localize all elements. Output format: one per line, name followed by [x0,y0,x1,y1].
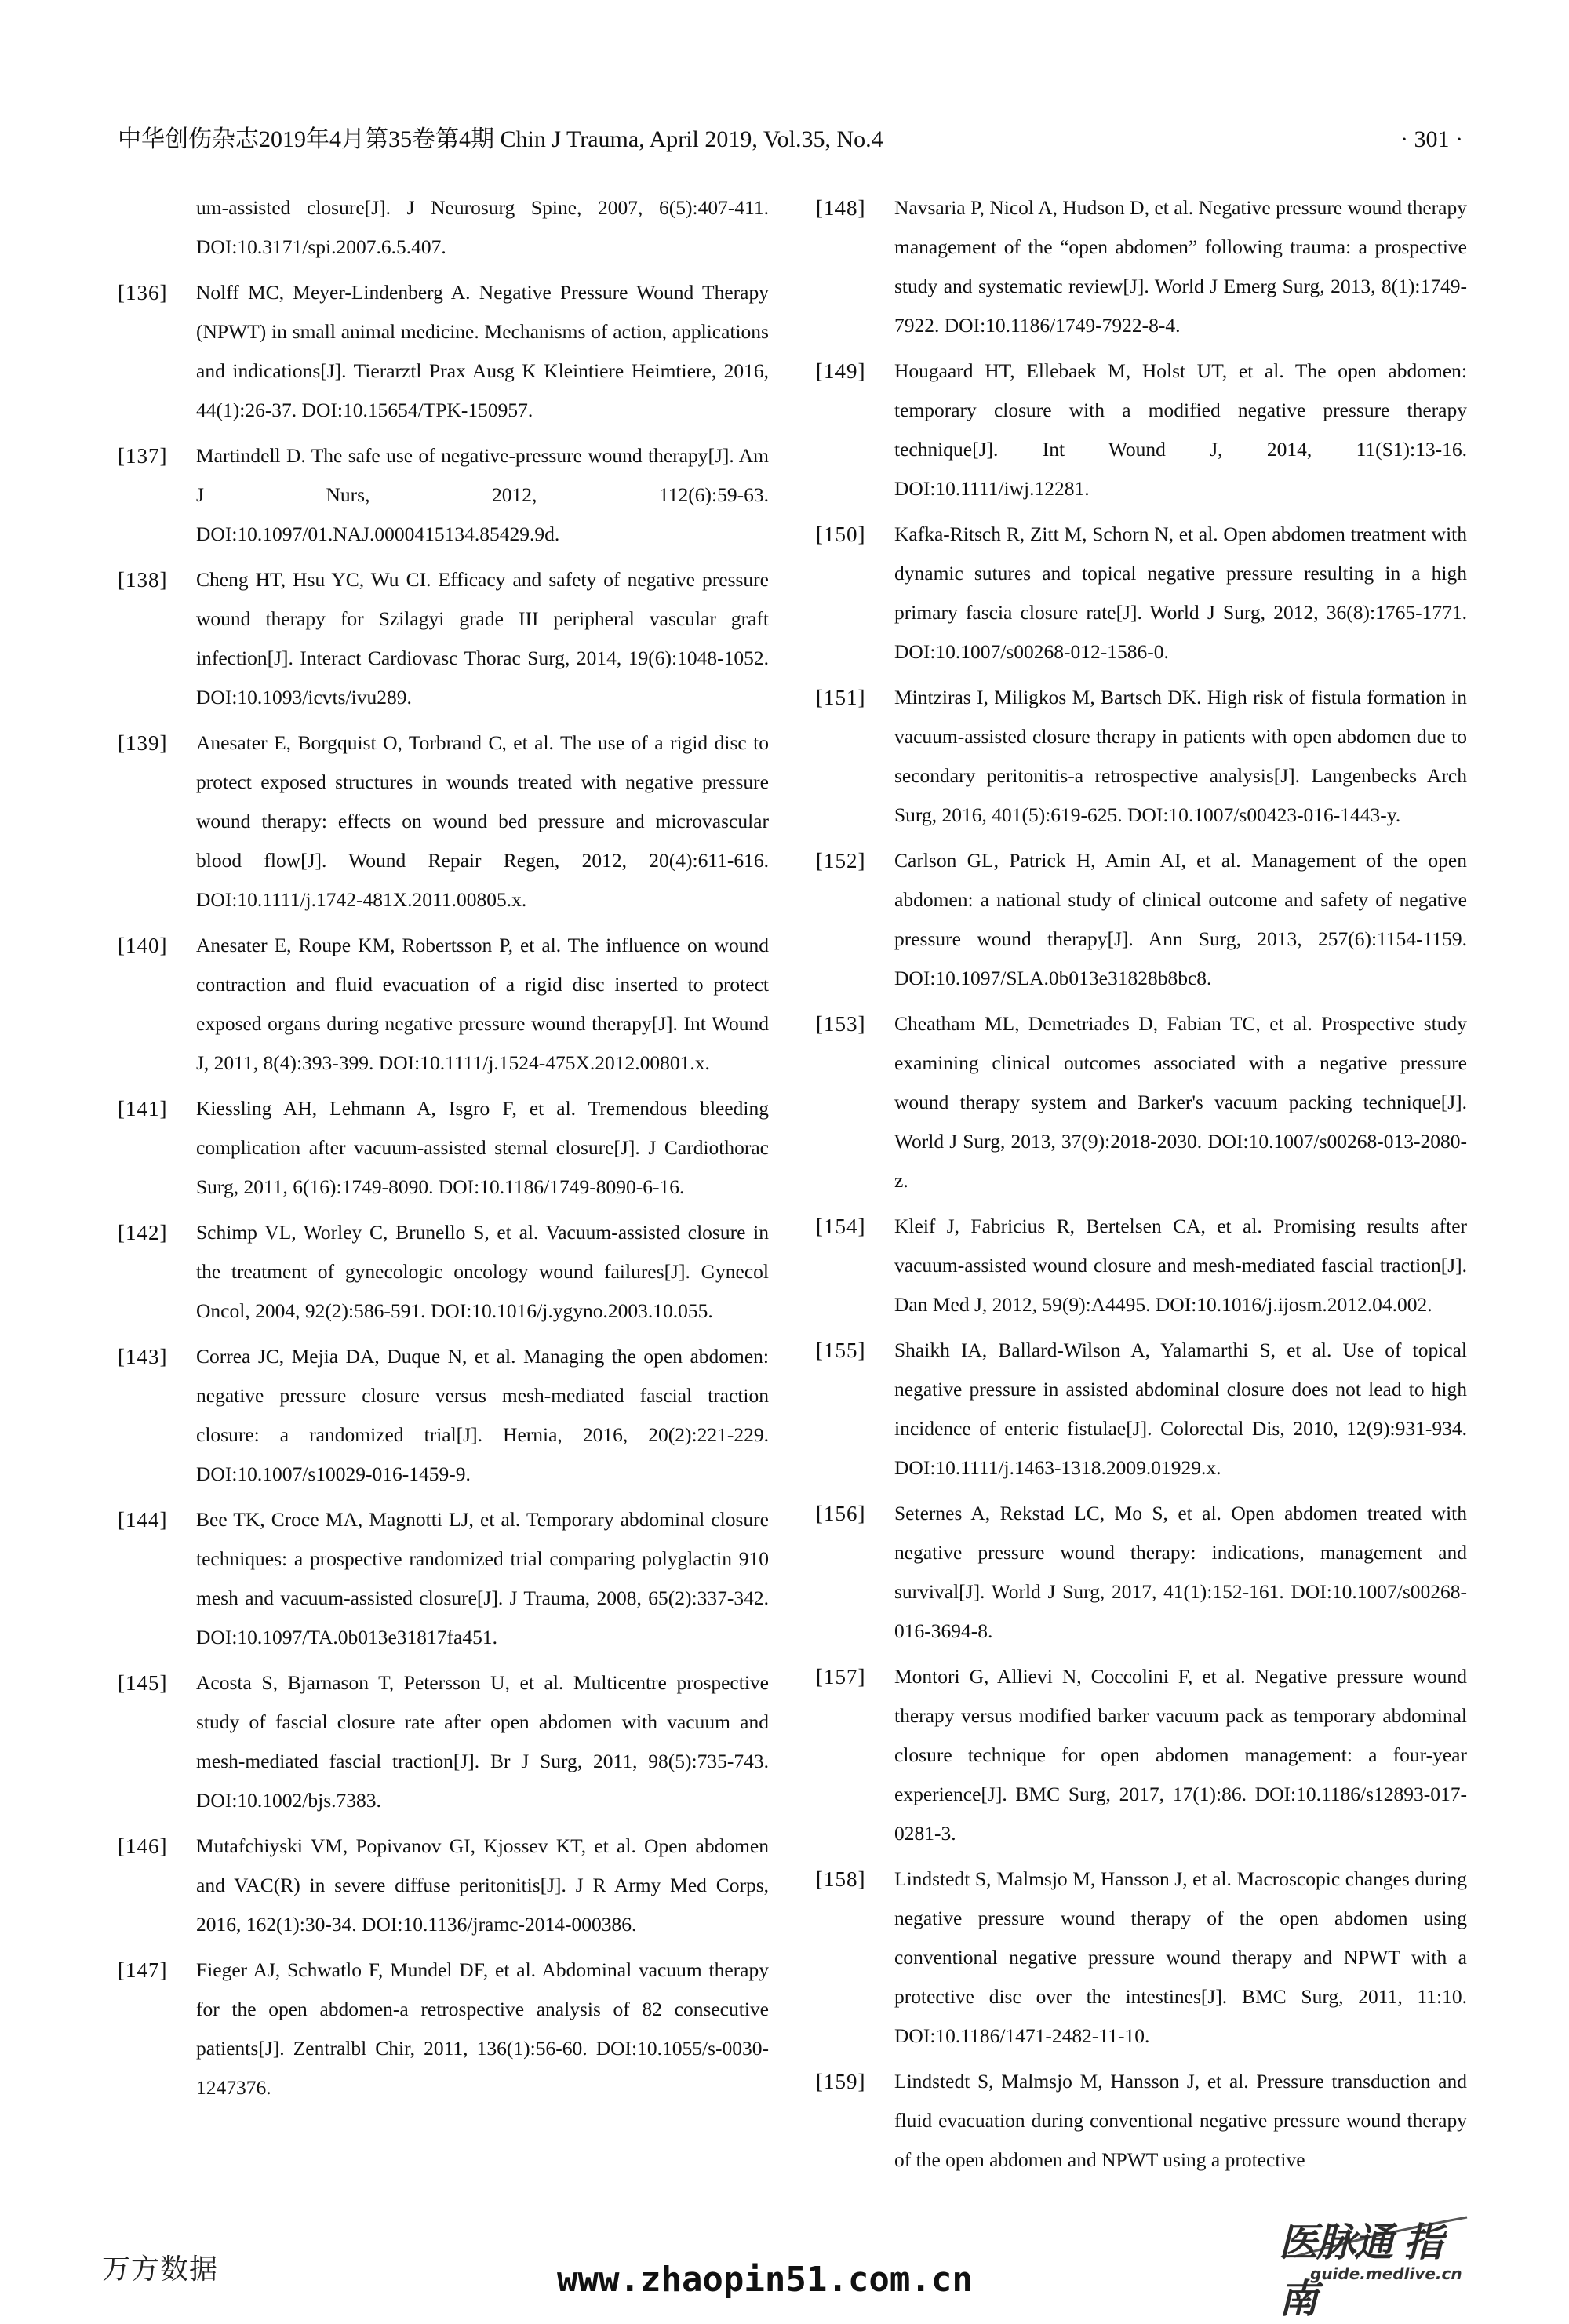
reference-number: [156] [816,1502,866,1525]
reference-item [118,188,769,267]
reference-number: [141] [118,1097,168,1120]
reference-number [118,188,196,267]
reference-number: [152] [816,849,866,872]
reference-number: [154] [816,1215,866,1238]
journal-citation: 中华创伤杂志2019年4月第35卷第4期 Chin J Trauma, April 2019, Vol.35, No.4 [118,126,883,152]
reference-text: Mintziras I, Miligkos M, Bartsch DK. High risk of fistula formation in vacuum-assisted closure therapy in patients with open abdomen due to secondary peritonitis-a retrospective analysis[J]. Langenbecks Arch Surg, 2016, 401(5):619-625. DOI:10.1007/s00423-016-1443-y. [894,686,1467,826]
reference-text: um-assisted closure[J]. J Neurosurg Spine, 2007, 6(5):407-411. DOI:10.3171/spi.2007.6.5.407. [196,196,769,258]
reference-number: [153] [816,1012,866,1036]
reference-text: Shaikh IA, Ballard-Wilson A, Yalamarthi S, et al. Use of topical negative pressure in assisted abdominal closure does not lead to high incidence of enteric fistulae[J]. Colorectal Dis, 2010, 12(9):931-934. DOI:10.1111/j.1463-1318.2009.01929.x. [894,1339,1467,1479]
medlive-logo [1279,2211,1475,2322]
reference-text: Kafka-Ritsch R, Zitt M, Schorn N, et al. Open abdomen treatment with dynamic sutures and topical negative pressure resulting in a high primary fascia closure rate[J]. World J Surg, 2012, 36(8):1765-1771. DOI:10.1007/s00268-012-1586-0. [894,523,1467,663]
reference-number: [146] [118,1834,168,1858]
reference-number: [140] [118,934,168,957]
reference-item [118,1951,769,2107]
reference-text: Seternes A, Rekstad LC, Mo S, et al. Open abdomen treated with negative pressure wound therapy: indications, management and survival[J]. World J Surg, 2017, 41(1):152-161. DOI:10.1007/s00268-016-3694-8. [894,1502,1467,1642]
reference-text: Correa JC, Mejia DA, Duque N, et al. Managing the open abdomen: negative pressure closure versus mesh-mediated fascial traction closure: a randomized trial[J]. Hernia, 2016, 20(2):221-229. DOI:10.1007/s10029-016-1459-9. [196,1345,769,1485]
reference-item [816,2062,1467,2180]
reference-item [118,1827,769,1944]
reference-item [816,352,1467,508]
reference-text: Nolff MC, Meyer-Lindenberg A. Negative Pressure Wound Therapy (NPWT) in small animal medicine. Mechanisms of action, applications and indications[J]. Tierarztl Prax Ausg K Kleintiere Heimtiere, 2016, 44(1):26-37. DOI:10.15654/TPK-150957. [196,281,769,421]
reference-number: [147] [118,1958,168,1982]
reference-number: [137] [118,444,168,468]
reference-item [118,1337,769,1494]
reference-number: [151] [816,686,866,709]
reference-text: Bee TK, Croce MA, Magnotti LJ, et al. Temporary abdominal closure techniques: a prospective randomized trial comparing polyglactin 910 mesh and vacuum-assisted closure[J]. J Trauma, 2008, 65(2):337-342. DOI:10.1097/TA.0b013e31817fa451. [196,1508,769,1648]
reference-item [118,436,769,554]
reference-item [118,560,769,717]
reference-text: Kleif J, Fabricius R, Bertelsen CA, et al. Promising results after vacuum-assisted wound closure and mesh-mediated fascial traction[J]. Dan Med J, 2012, 59(9):A4495. DOI:10.1016/j.ijosm.2012.04.002. [894,1215,1467,1316]
reference-item [118,1663,769,1820]
reference-number: [159] [816,2070,866,2093]
reference-number: [148] [816,196,866,220]
reference-number: [149] [816,359,866,383]
reference-text: Kiessling AH, Lehmann A, Isgro F, et al. Tremendous bleeding complication after vacuum-assisted sternal closure[J]. J Cardiothorac Surg, 2011, 6(16):1749-8090. DOI:10.1186/1749-8090-6-16. [196,1097,769,1198]
reference-item [816,1657,1467,1853]
reference-item [816,515,1467,672]
reference-number: [144] [118,1508,168,1532]
reference-number: [158] [816,1867,866,1891]
reference-number: [145] [118,1671,168,1695]
reference-item [816,1860,1467,2056]
reference-text: Anesater E, Borgquist O, Torbrand C, et al. The use of a rigid disc to protect exposed structures in wounds treated with negative pressure wound therapy: effects on wound bed pressure and microvascular blood flow[J]. Wound Repair Regen, 2012, 20(4):611-616. DOI:10.1111/j.1742-481X.2011.00805.x. [196,731,769,911]
reference-number: [155] [816,1339,866,1362]
reference-item [816,188,1467,345]
reference-item [816,841,1467,998]
reference-text: Cheatham ML, Demetriades D, Fabian TC, et al. Prospective study examining clinical outcomes associated with a negative pressure wound therapy system and Barker's vacuum packing technique[J]. World J Surg, 2013, 37(9):2018-2030. DOI:10.1007/s00268-013-2080-z. [894,1012,1467,1192]
reference-item [816,1004,1467,1200]
reference-text: Cheng HT, Hsu YC, Wu CI. Efficacy and safety of negative pressure wound therapy for Szilagyi grade III peripheral vascular graft infection[J]. Interact Cardiovasc Thorac Surg, 2014, 19(6):1048-1052. DOI:10.1093/icvts/ivu289. [196,568,769,708]
logo-domain: guide.medlive.cn [1310,2264,1462,2283]
reference-text: Hougaard HT, Ellebaek M, Holst UT, et al. The open abdomen: temporary closure with a modified negative pressure therapy technique[J]. Int Wound J, 2014, 11(S1):13-16. DOI:10.1111/iwj.12281. [894,359,1467,500]
reference-number: [150] [816,523,866,546]
reference-text: Schimp VL, Worley C, Brunello S, et al. Vacuum-assisted closure in the treatment of gynecologic oncology wound failures[J]. Gynecol Oncol, 2004, 92(2):586-591. DOI:10.1016/j.ygyno.2003.10.055. [196,1221,769,1322]
reference-column-right [816,188,1467,2186]
reference-text: Carlson GL, Patrick H, Amin AI, et al. Management of the open abdomen: a national study of clinical outcome and safety of negative pressure wound therapy[J]. Ann Surg, 2013, 257(6):1154-1159. DOI:10.1097/SLA.0b013e31828b8bc8. [894,849,1467,989]
reference-text: Acosta S, Bjarnason T, Petersson U, et al. Multicentre prospective study of fascial closure rate after open abdomen with vacuum and mesh-mediated fascial traction[J]. Br J Surg, 2011, 98(5):735-743. DOI:10.1002/bjs.7383. [196,1671,769,1812]
reference-item [118,723,769,920]
reference-text: Anesater E, Roupe KM, Robertsson P, et al. The influence on wound contraction and fluid evacuation of a rigid disc inserted to protect exposed organs during negative pressure wound therapy[J]. Int Wound J, 2011, 8(4):393-399. DOI:10.1111/j.1524-475X.2012.00801.x. [196,934,769,1074]
reference-text: Lindstedt S, Malmsjo M, Hansson J, et al. Macroscopic changes during negative pressure wound therapy of the open abdomen using conventional negative pressure wound therapy and NPWT with a protective disc over the intestines[J]. BMC Surg, 2011, 11:10. DOI:10.1186/1471-2482-11-10. [894,1867,1467,2047]
reference-item [816,678,1467,835]
reference-text: Navsaria P, Nicol A, Hudson D, et al. Negative pressure wound therapy management of the “open abdomen” following trauma: a prospective study and systematic review[J]. World J Emerg Surg, 2013, 8(1):1749-7922. DOI:10.1186/1749-7922-8-4. [894,196,1467,337]
reference-item [118,1500,769,1657]
reference-item [118,1213,769,1331]
watermark-url: www.zhaopin51.com.cn [557,2260,973,2300]
wanfang-data-label: 万方数据 [102,2253,219,2286]
reference-number: [139] [118,731,168,755]
reference-item [118,926,769,1083]
reference-item [118,273,769,430]
reference-number: [157] [816,1665,866,1688]
reference-number: [136] [118,281,168,304]
reference-item [816,1331,1467,1488]
running-header [118,124,1463,155]
reference-text: Martindell D. The safe use of negative-pressure wound therapy[J]. Am J Nurs, 2012, 112(6):59-63. DOI:10.1097/01.NAJ.0000415134.85429.9d. [196,444,769,545]
reference-number: [143] [118,1345,168,1368]
reference-item [816,1494,1467,1651]
logo-text: 医脉通 指南 [1279,2220,1442,2322]
reference-text: Mutafchiyski VM, Popivanov GI, Kjossev KT, et al. Open abdomen and VAC(R) in severe diffuse peritonitis[J]. J R Army Med Corps, 2016, 162(1):30-34. DOI:10.1136/jramc-2014-000386. [196,1834,769,1936]
reference-number: [138] [118,568,168,592]
reference-number: [142] [118,1221,168,1244]
reference-text: Fieger AJ, Schwatlo F, Mundel DF, et al. Abdominal vacuum therapy for the open abdomen-a retrospective analysis of 82 consecutive patients[J]. Zentralbl Chir, 2011, 136(1):56-60. DOI:10.1055/s-0030-1247376. [196,1958,769,2099]
reference-text: Lindstedt S, Malmsjo M, Hansson J, et al. Pressure transduction and fluid evacuation during conventional negative pressure wound therapy of the open abdomen and NPWT using a protective [894,2070,1467,2171]
reference-text: Montori G, Allievi N, Coccolini F, et al. Negative pressure wound therapy versus modified barker vacuum pack as temporary abdominal closure technique for open abdomen management: a four-year experience[J]. BMC Surg, 2017, 17(1):86. DOI:10.1186/s12893-017-0281-3. [894,1665,1467,1845]
reference-item [118,1089,769,1207]
page-number: · 301 · [1400,126,1463,152]
reference-item [816,1207,1467,1324]
reference-column-left [118,188,769,2114]
